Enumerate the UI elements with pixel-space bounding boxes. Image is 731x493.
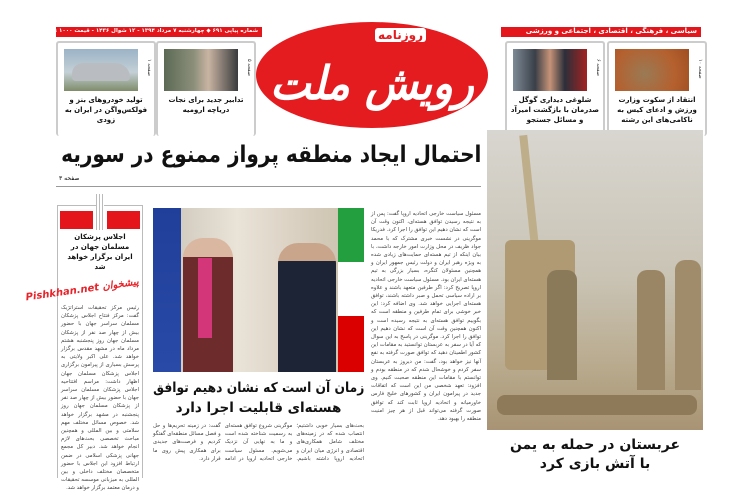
logo-prefix: روزنامه	[375, 28, 426, 42]
red-block	[107, 211, 140, 229]
teaser-card[interactable]	[505, 41, 605, 136]
page-ref: صفحه ۱	[146, 59, 152, 76]
watermark-logo: پیشخوان Pishkhan.net	[25, 276, 140, 304]
issue-info-bar: شماره پیاپی ۶۹۱ ◆ چهارشنبه ۷ مرداد ۱۳۹۴ - ۱۲ شوال ۱۴۳۶ - قیمت ۱۰۰۰ تومان	[56, 27, 262, 37]
page-ref: صفحه ۱۰	[697, 59, 703, 79]
tennis-photo	[615, 49, 689, 91]
teaser-caption: انتقاد از سکوت وزارت ورزش و ادعای کیس به ناکامی‌های این رشته	[617, 96, 697, 124]
car-photo	[64, 49, 138, 91]
photo-story-headline[interactable]	[153, 378, 364, 418]
tagline-bar: سیاسی ، فرهنگی ، اقتصادی ، اجتماعی و ورزشی	[501, 27, 701, 37]
divider	[56, 186, 481, 187]
teaser-caption: تولید خودروهای بنز و فولکس‌واگن در ایران به زودی	[64, 96, 148, 124]
page-ref: صفحه ۶	[595, 59, 601, 76]
main-headline[interactable]: احتمال ایجاد منطقه پرواز ممنوع در سوریه	[60, 142, 481, 168]
headline-line: عربستان در حمله به یمن	[509, 437, 681, 453]
headline-line: با آتش بازی کرد	[539, 456, 651, 472]
masthead-logo	[256, 22, 488, 128]
teaser-caption: شلوغی دیداری گوگل صدرمان با بازگشت امیرآد و مسائل جستجو	[510, 96, 600, 124]
teaser-card[interactable]	[156, 41, 256, 136]
logo-title: رویش ملت	[270, 56, 474, 110]
red-block	[60, 211, 93, 229]
diplomats-photo	[153, 208, 364, 372]
side-story-title[interactable]: اجلاس پزشکان مسلمان جهان در ایران برگزار خواهد شد	[67, 233, 133, 271]
teaser-caption: تدابیر جدید برای نجات دریاچه ارومیه	[168, 96, 244, 114]
side-story-body: رئیس مرکز تحقیقات استراتژیک گفت: مرکز فتتاح اجلاس پزشکان مسلمان سراسر جهان با حضور بیش از چهار صد نفر از پزشکان مسلمان جهان روز پنجشنبه هشتم مرداد ماه در مشهد مقدس برگزار خواهد شد. علی اکبر ولایتی به پرسش بسیاری از پیرامون برگزاری اجلاس پزشکان مسلمان جهان اظهار داشت: مراسم افتتاحیه اجلاس پزشکان مسلمان سراسر جهان با حضور بیش از چهار صد نفر از پزشکان مسلمان جهان روز پنجشنبه در مشهد برگزار خواهد شد. خصوص مسائل مختلف مهم سلامتی و بین المللی و همچنین مباحث تخصصی بحث‌های لازم انجام خواهد شد. دبیر کل مجمع جهانی پزشکی اسلامی در ضمن ارتباط افزود این اجلاس با حضور متخصصان مختلف داخلی و بین المللی به میزبانی موسسه تحقیقات و درمان معتمد برگزار خواهد شد.	[61, 305, 139, 492]
portrait-photo	[164, 49, 238, 91]
right-story-headline[interactable]	[487, 436, 703, 474]
portrait-photo	[513, 49, 587, 91]
logo-title-box	[270, 48, 474, 118]
lead-story-body: مسئول سیاست خارجی اتحادیه اروپا گفت: پس از به نتیجه رسیدن توافق هسته‌ای، اکنون وقت آن است که نشان دهیم این توافق را اجرا کرد. فدریکا موگرینی در نشست خبری مشترک که با محمد جواد ظریف در محل وزارت امور خارجه داشت، با بیان اینکه از تیم هسته‌ای حمایت‌های زیادی شده به ویژه رهبر ایران و دولت رئیس جمهور ایران و همچنین مسئولان کنگره، بسیار بزرگی به تیم هسته‌ای ایران بود. مسئول سیاست خارجی اتحادیه اروپا تصریح کرد: اگر طرفین متعهد باشند و علاوه بر اراده سیاسی تحمل و صبر داشته باشند، توافق هسته‌ای اجرایی خواهد شد. وی اضافه کرد: این خبر خوشی برای تمام طرفین و منطقه است که بگوییم توافق هسته‌ای به نتیجه رسیده است و اکنون همچنین وقت آن است که نشان دهیم این توافق را اجرا کرد. موگرینی در پاسخ به این سوال که آیا در سفر به عربستان توانستید به مقامات این کشور اطمینان دهید که توافق صورت گرفته به نفع آنها نیز خواهد بود، گفت: من دیروز به عربستان سفر کردم و خوشحال شدم که در منطقه بودم و توانستم با مقامات این منطقه صحبت کنیم. وی افزود: تعهد شخصی من این است که اتفاقات جدید در پیرامون ایران و کشورهای خلیج فارس خاورمیانه و اتحادیه اروپا ثابت کند که توافق صورت گرفته می‌تواند قبل از هر چیز امنیت منطقه را بهبود دهد.	[371, 211, 481, 423]
page-ref: صفحه ۳	[59, 175, 80, 182]
teaser-card[interactable]	[607, 41, 707, 136]
teaser-card[interactable]	[56, 41, 156, 136]
main-headline-box	[61, 140, 481, 170]
page-ref: صفحه ۵	[246, 59, 252, 76]
photo-story-body: بحث‌های بسیار خوبی داشتیم؛ انتصاب شده که در زمینه‌های مختلف شامل همکاری‌های اقتصادی و انرژی میان ایران و اتحادیه اروپا داشته باشیم. موگرینی شروع توافق هسته‌ای به رسمیت شناخته شده است و ما به نهایی آن نزدیک می‌شویم. مسئول سیاست خارجی اتحادیه اروپا در ادامه گفت: در زمینه تحریم‌ها و حل و فصل مسائل منطقه‌ای گفتگو کردیم و فرصت‌های جدیدی برای همکاری پیش روی ما قرار دارد.	[153, 423, 364, 462]
headline-line: زمان آن است که نشان دهیم توافق	[152, 380, 364, 396]
artillery-photo	[487, 130, 703, 430]
side-story	[25, 205, 143, 492]
headline-line: هسته‌ای قابلیت اجرا دارد	[175, 400, 342, 416]
